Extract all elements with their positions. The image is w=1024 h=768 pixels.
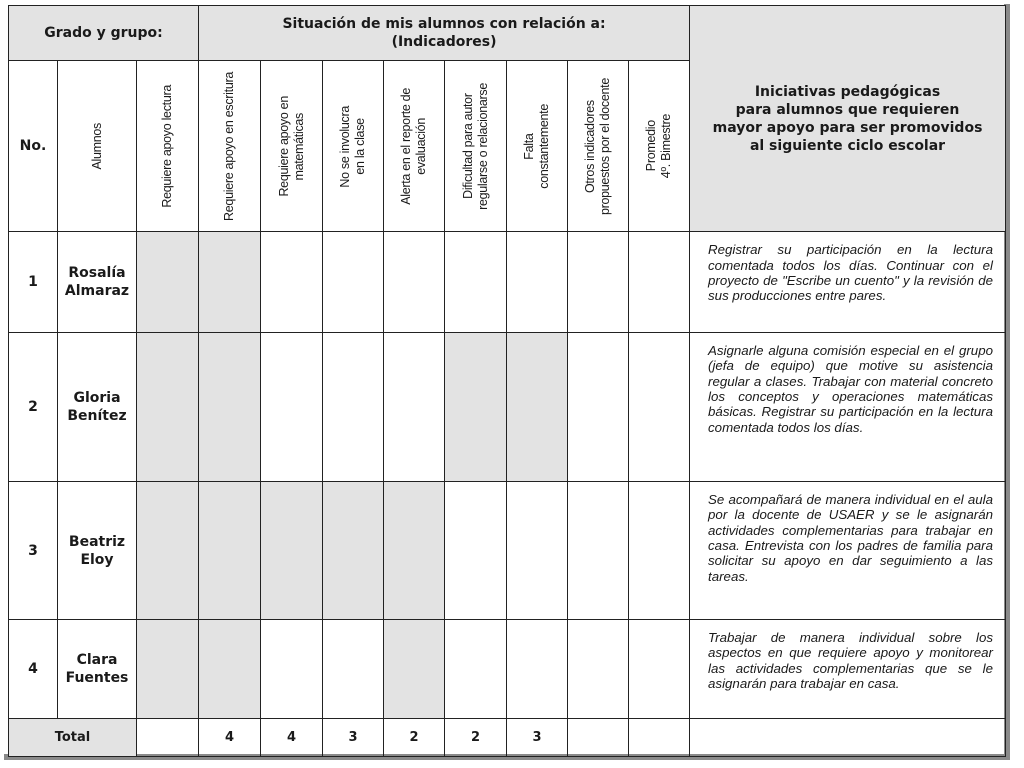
total-value: 2 bbox=[384, 718, 445, 756]
indicator-header: Requiere apoyo en matemáticas bbox=[261, 61, 323, 232]
student-row bbox=[9, 620, 1006, 719]
indicator-cell-marked bbox=[199, 333, 261, 482]
indicator-cell bbox=[445, 482, 507, 620]
initiative-text: Asignarle alguna comisión especial en el grupo (jefa de equipo) que motive su asistencia regular a clases. Trabajar con material concreto los conceptos y operaciones matemáticas básicas. Registrar su participación en la lectura comentada todos los días. bbox=[690, 333, 1006, 482]
student-name: Rosalía Almaraz bbox=[58, 232, 137, 333]
student-row bbox=[9, 482, 1006, 620]
initiative-text: Se acompañará de manera individual en el aula por la docente de USAER y se le asignarán actividades complementarias para trabajar en casa. Entrevista con los padres de familia para solicitar su apoyo en dar seguimiento a las tareas. bbox=[690, 482, 1006, 620]
total-value bbox=[568, 718, 629, 756]
indicator-cell-marked bbox=[199, 620, 261, 719]
indicator-header: Dificultad para autor regularse o relacionarse bbox=[445, 61, 507, 232]
initiative-text: Trabajar de manera individual sobre los aspectos en que requiere apoyo y monitorear las actividades complementarias que se le asignarán para trabajar en casa. bbox=[690, 620, 1006, 719]
indicator-cell-marked bbox=[445, 333, 507, 482]
indicator-cell-marked bbox=[261, 482, 323, 620]
student-name: Clara Fuentes bbox=[58, 620, 137, 719]
indicator-cell bbox=[568, 232, 629, 333]
indicator-header: Requiere apoyo en escritura bbox=[199, 61, 261, 232]
student-row bbox=[9, 232, 1006, 333]
student-number: 4 bbox=[9, 620, 58, 719]
indicator-cell bbox=[261, 333, 323, 482]
indicator-cell bbox=[323, 333, 384, 482]
situacion-title: Situación de mis alumnos con relación a: (Indicadores) bbox=[199, 6, 690, 61]
indicator-cell bbox=[568, 333, 629, 482]
student-number: 2 bbox=[9, 333, 58, 482]
total-label: Total bbox=[9, 718, 137, 756]
student-indicators-table bbox=[8, 5, 1006, 757]
indicator-cell bbox=[323, 620, 384, 719]
indicator-cell bbox=[261, 620, 323, 719]
indicator-cell bbox=[445, 620, 507, 719]
total-value: 4 bbox=[261, 718, 323, 756]
total-value bbox=[137, 718, 199, 756]
total-value: 3 bbox=[323, 718, 384, 756]
indicator-header: No se involucra en la clase bbox=[323, 61, 384, 232]
indicator-cell-marked bbox=[199, 232, 261, 333]
indicator-cell bbox=[261, 232, 323, 333]
indicator-cell-marked bbox=[137, 620, 199, 719]
initiative-text: Registrar su participación en la lectura comentada todos los días. Continuar con el proyecto de "Escribe un cuento" y la revisión de sus producciones entre pares. bbox=[690, 232, 1006, 333]
student-name: Gloria Benítez bbox=[58, 333, 137, 482]
student-row bbox=[9, 333, 1006, 482]
initiatives-header: Iniciativas pedagógicas para alumnos que requieren mayor apoyo para ser promovidos al siguiente ciclo escolar bbox=[690, 6, 1006, 232]
total-value: 3 bbox=[507, 718, 568, 756]
indicator-cell bbox=[323, 232, 384, 333]
grado-grupo-label: Grado y grupo: bbox=[9, 6, 199, 61]
no-header: No. bbox=[9, 61, 58, 232]
indicator-cell-marked bbox=[137, 333, 199, 482]
indicator-header: Promedio 4º. Bimestre bbox=[629, 61, 690, 232]
student-number: 3 bbox=[9, 482, 58, 620]
indicator-header: Falta constantemente bbox=[507, 61, 568, 232]
indicator-cell-marked bbox=[137, 232, 199, 333]
indicator-cell bbox=[507, 620, 568, 719]
student-number: 1 bbox=[9, 232, 58, 333]
indicator-cell bbox=[384, 333, 445, 482]
indicator-cell bbox=[568, 620, 629, 719]
indicator-cell-marked bbox=[323, 482, 384, 620]
indicator-cell-marked bbox=[384, 482, 445, 620]
indicator-cell bbox=[384, 232, 445, 333]
indicator-cell-marked bbox=[384, 620, 445, 719]
indicator-cell bbox=[629, 482, 690, 620]
indicator-cell bbox=[445, 232, 507, 333]
total-value: 2 bbox=[445, 718, 507, 756]
total-initiative-empty bbox=[690, 718, 1006, 756]
indicator-cell bbox=[629, 333, 690, 482]
indicator-cell-marked bbox=[199, 482, 261, 620]
total-value: 4 bbox=[199, 718, 261, 756]
alumnos-header: Alumnos bbox=[58, 61, 137, 232]
student-name: Beatriz Eloy bbox=[58, 482, 137, 620]
indicator-cell bbox=[507, 482, 568, 620]
total-row bbox=[9, 718, 1006, 756]
indicator-header: Otros indicadores propuestos por el docente bbox=[568, 61, 629, 232]
indicator-header: Alerta en el reporte de evaluación bbox=[384, 61, 445, 232]
indicator-cell-marked bbox=[507, 333, 568, 482]
lectura-header: Requiere apoyo lectura bbox=[137, 61, 199, 232]
indicator-cell bbox=[507, 232, 568, 333]
indicator-cell bbox=[629, 620, 690, 719]
indicator-cell bbox=[629, 232, 690, 333]
total-value bbox=[629, 718, 690, 756]
indicator-cell-marked bbox=[137, 482, 199, 620]
indicator-cell bbox=[568, 482, 629, 620]
